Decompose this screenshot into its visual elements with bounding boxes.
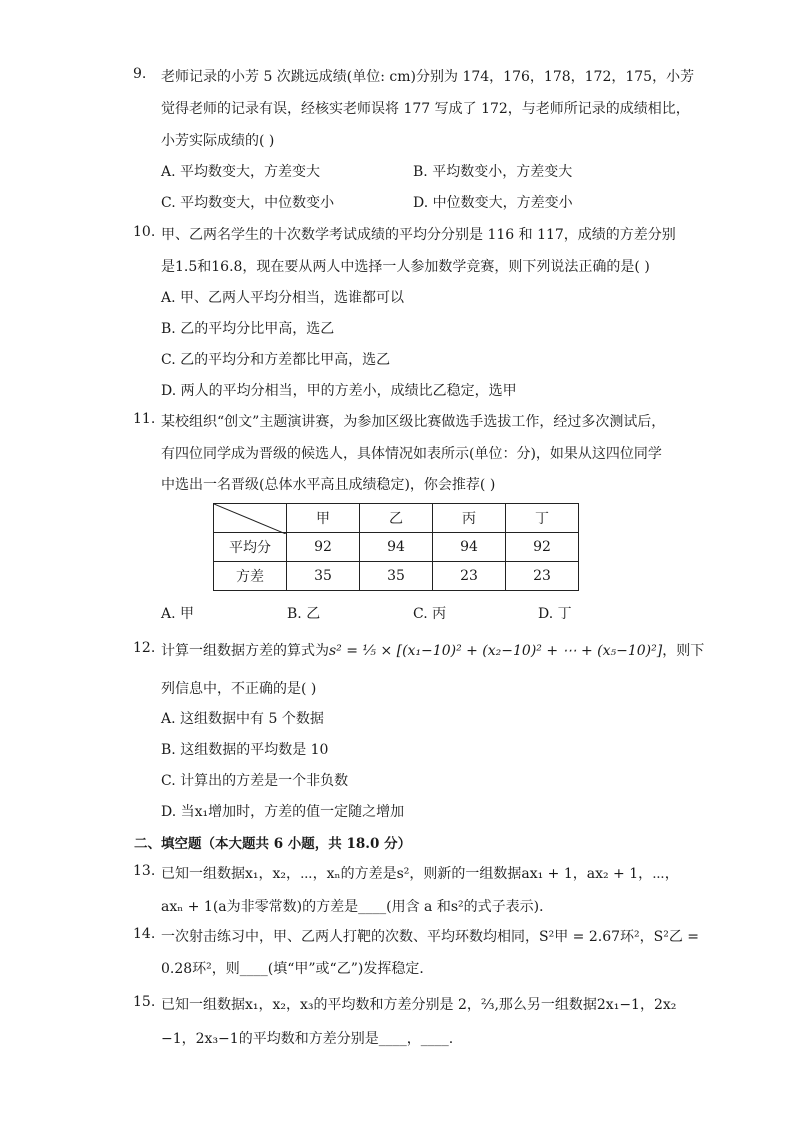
option-a[interactable]: A. 甲、乙两人平均分相当，选谁都可以 xyxy=(161,290,405,306)
section-heading: 二、填空题（本大题共 6 小题，共 18.0 分） xyxy=(134,836,412,852)
question-text: ，则下 xyxy=(662,643,705,659)
table-row-label: 平均分 xyxy=(214,533,287,562)
table-header-cell: 丁 xyxy=(506,504,579,533)
table-cell: 23 xyxy=(506,562,579,591)
table-cell: 23 xyxy=(433,562,506,591)
table-header-cell: 甲 xyxy=(287,504,360,533)
question-number: 10. xyxy=(133,224,156,240)
variance-formula: s² = ⅕ × [(x₁−10)² + (x₂−10)² + ⋯ + (x₅−10)²] xyxy=(329,643,663,659)
option-c[interactable]: C. 计算出的方差是一个非负数 xyxy=(161,773,349,789)
question-text-line: 是1.5和16.8，现在要从两人中选择一人参加数学竞赛，则下列说法正确的是( ) xyxy=(161,259,650,275)
option-b[interactable]: B. 这组数据的平均数是 10 xyxy=(161,742,329,758)
table-cell: 35 xyxy=(360,562,433,591)
option-b[interactable]: B. 平均数变小，方差变大 xyxy=(413,164,573,180)
table-corner-cell xyxy=(214,504,287,533)
question-text-line: 列信息中，不正确的是( ) xyxy=(161,681,317,697)
option-b[interactable]: B. 乙的平均分比甲高，选乙 xyxy=(161,321,335,337)
question-text-line: 一次射击练习中，甲、乙两人打靶的次数、平均环数均相同，S²甲 = 2.67环²，S²乙 = xyxy=(161,929,700,945)
question-text-line: −1，2x₃−1的平均数和方差分别是____，____. xyxy=(161,1031,454,1047)
option-a[interactable]: A. 甲 xyxy=(161,606,195,622)
table-cell: 94 xyxy=(433,533,506,562)
table-cell: 92 xyxy=(287,533,360,562)
question-text-line: 觉得老师的记录有误，经核实老师误将 177 写成了 172，与老师所记录的成绩相比， xyxy=(161,101,690,117)
question-number: 15. xyxy=(133,994,156,1010)
question-text-line xyxy=(161,640,704,660)
question-number: 14. xyxy=(133,926,156,942)
question-number: 13. xyxy=(133,863,156,879)
table-row-label: 方差 xyxy=(214,562,287,591)
table-header-cell: 丙 xyxy=(433,504,506,533)
question-text-line: 某校组织“创文”主题演讲赛，为参加区级比赛做选手选拔工作，经过多次测试后， xyxy=(161,414,666,430)
option-b[interactable]: B. 乙 xyxy=(287,606,321,622)
option-d[interactable]: D. 当x₁增加时，方差的值一定随之增加 xyxy=(161,804,405,820)
option-a[interactable]: A. 这组数据中有 5 个数据 xyxy=(161,711,324,727)
option-d[interactable]: D. 丁 xyxy=(538,606,572,622)
question-text-line: 小芳实际成绩的( ) xyxy=(161,133,275,149)
question-text-line: 已知一组数据x₁，x₂，⋯，xₙ的方差是s²，则新的一组数据ax₁ + 1，ax₂ + 1，⋯， xyxy=(161,866,679,882)
question-number: 11. xyxy=(133,411,156,427)
question-number: 12. xyxy=(133,640,156,656)
question-text: 计算一组数据方差的算式为 xyxy=(161,643,329,659)
question-text-line: 有四位同学成为晋级的候选人，具体情况如表所示(单位：分)，如果从这四位同学 xyxy=(161,446,662,462)
question-number: 9. xyxy=(133,66,147,82)
table-header-cell: 乙 xyxy=(360,504,433,533)
option-c[interactable]: C. 平均数变大，中位数变小 xyxy=(161,195,335,211)
diagonal-line-icon xyxy=(214,504,286,534)
table-cell: 94 xyxy=(360,533,433,562)
option-d[interactable]: D. 两人的平均分相当，甲的方差小，成绩比乙稳定，选甲 xyxy=(161,383,517,399)
table-row xyxy=(214,562,579,591)
table-cell: 92 xyxy=(506,533,579,562)
option-c[interactable]: C. 乙的平均分和方差都比甲高，选乙 xyxy=(161,352,391,368)
question-text-line: 老师记录的小芳 5 次跳远成绩(单位: cm)分别为 174，176，178，172，175，小芳 xyxy=(161,69,695,85)
question-text-line: axₙ + 1(a为非零常数)的方差是____(用含 a 和s²的式子表示)． xyxy=(161,899,554,915)
question-text-line: 甲、乙两名学生的十次数学考试成绩的平均分分别是 116 和 117，成绩的方差分别 xyxy=(161,227,676,243)
table-header-row xyxy=(214,504,579,533)
table-cell: 35 xyxy=(287,562,360,591)
option-d[interactable]: D. 中位数变大，方差变小 xyxy=(413,195,573,211)
question-text-line: 0.28环²，则____(填“甲”或“乙”)发挥稳定． xyxy=(161,961,434,977)
score-table xyxy=(213,503,579,591)
question-text-line: 中选出一名晋级(总体水平高且成绩稳定)，你会推荐( ) xyxy=(161,477,496,493)
option-c[interactable]: C. 丙 xyxy=(413,606,447,622)
table-row xyxy=(214,533,579,562)
question-text-line: 已知一组数据x₁，x₂，x₃的平均数和方差分别是 2，⅔,那么另一组数据2x₁−1，2x₂ xyxy=(161,997,677,1013)
option-a[interactable]: A. 平均数变大，方差变大 xyxy=(161,164,321,180)
